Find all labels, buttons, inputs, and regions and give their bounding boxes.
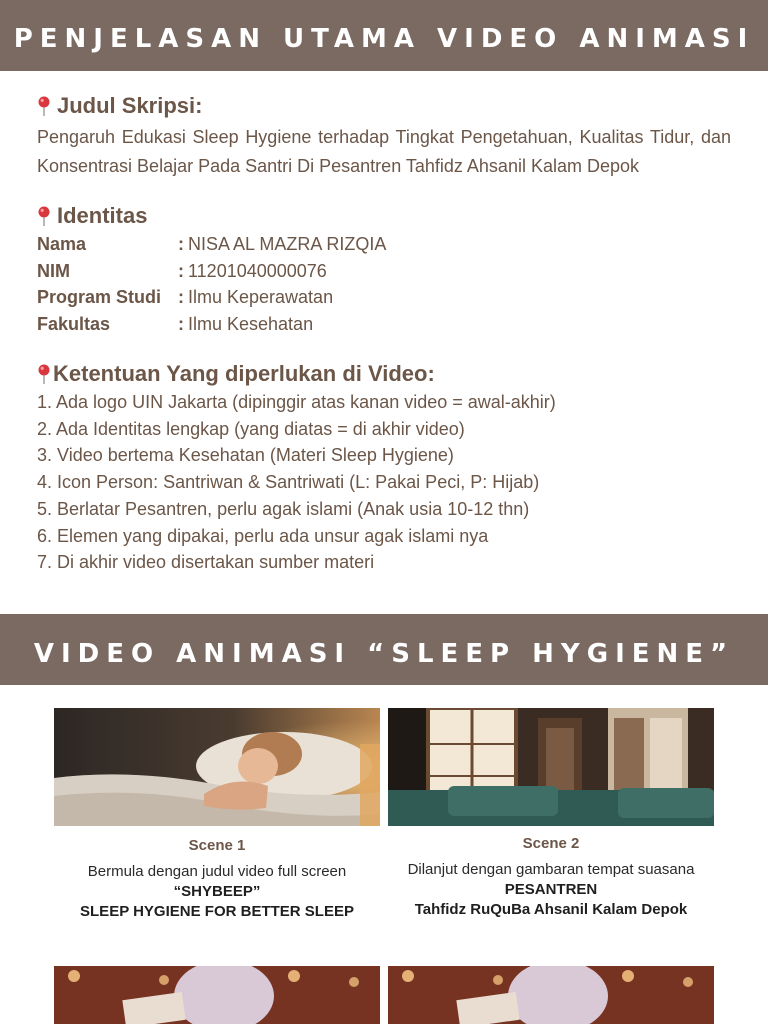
judul-heading bbox=[37, 93, 731, 119]
identitas-label: Fakultas bbox=[37, 313, 111, 334]
identitas-value: Ilmu Kesehatan bbox=[188, 313, 314, 334]
scene-highlight: SLEEP HYGIENE FOR BETTER SLEEP bbox=[80, 903, 354, 920]
identitas-colon: : bbox=[178, 260, 184, 281]
ketentuan-item: 1. Ada logo UIN Jakarta (dipinggir atas kanan video = awal-akhir) bbox=[37, 392, 556, 412]
identitas-label: NIM bbox=[37, 260, 70, 281]
scene-highlight: PESANTREN bbox=[504, 881, 598, 898]
scene-highlight: Tahfidz RuQuBa Ahsanil Kalam Depok bbox=[414, 901, 688, 918]
ketentuan-item: 3. Video bertema Kesehatan (Materi Sleep Hygiene) bbox=[37, 445, 454, 466]
identitas-value: 11201040000076 bbox=[188, 260, 327, 281]
identitas-value: NISA AL MAZRA RIZQIA bbox=[188, 234, 387, 254]
scene-title: Scene 2 bbox=[522, 835, 580, 852]
identitas-colon: : bbox=[178, 313, 184, 334]
scene-description: Bermula dengan judul video full screen bbox=[87, 863, 347, 880]
ketentuan-list bbox=[37, 389, 731, 576]
scene-2-image bbox=[388, 708, 714, 826]
scene-3-image bbox=[54, 966, 380, 1024]
main-title: PENJELASAN UTAMA VIDEO ANIMASI SKRIPSI bbox=[13, 24, 755, 132]
video-banner-title: VIDEO ANIMASI “SLEEP HYGIENE” bbox=[33, 639, 735, 669]
scene-title: Scene 1 bbox=[188, 837, 246, 854]
scene-highlight: “SHYBEEP” bbox=[173, 883, 261, 900]
identitas-section bbox=[37, 203, 731, 337]
identitas-row-nim bbox=[37, 258, 731, 285]
ketentuan-heading-label: Ketentuan Yang diperlukan di Video: bbox=[53, 361, 435, 386]
identitas-colon: : bbox=[178, 234, 184, 254]
identitas-heading-label: Identitas bbox=[57, 203, 148, 228]
identitas-row-fakultas bbox=[37, 311, 731, 338]
identitas-value: Ilmu Keperawatan bbox=[188, 287, 334, 307]
identitas-heading bbox=[37, 203, 731, 229]
ketentuan-item: 4. Icon Person: Santriwan & Santriwati (L: Pakai Peci, P: Hijab) bbox=[37, 472, 540, 493]
ketentuan-heading bbox=[37, 361, 731, 387]
identitas-colon: : bbox=[178, 287, 184, 307]
judul-heading-label: Judul Skripsi: bbox=[57, 93, 203, 118]
identitas-list bbox=[37, 231, 731, 337]
identitas-label: Nama bbox=[37, 234, 87, 254]
pin-icon bbox=[37, 96, 51, 116]
scene-description: Dilanjut dengan gambaran tempat suasana bbox=[407, 861, 695, 878]
scene-4-image bbox=[388, 966, 714, 1024]
judul-text: Pengaruh Edukasi Sleep Hygiene terhadap Tingkat Pengetahuan, Kualitas Tidur, dan Konsentrasi Belajar Pada Santri Di Pesantren Tahfidz Ahsanil Kalam Depok bbox=[37, 127, 731, 176]
ketentuan-item: 6. Elemen yang dipakai, perlu ada unsur agak islami nya bbox=[37, 525, 489, 546]
pin-icon bbox=[37, 206, 51, 226]
ketentuan-item: 7. Di akhir video disertakan sumber materi bbox=[37, 552, 375, 573]
identitas-row-prodi bbox=[37, 284, 731, 311]
identitas-label: Program Studi bbox=[37, 287, 162, 307]
scene-2-caption bbox=[388, 834, 714, 920]
scene-1-caption bbox=[54, 836, 380, 922]
judul-section bbox=[37, 93, 731, 181]
ketentuan-section bbox=[37, 361, 731, 576]
identitas-row-nama bbox=[37, 231, 731, 258]
video-banner bbox=[0, 614, 768, 685]
pin-icon bbox=[37, 364, 51, 384]
ketentuan-item: 5. Berlatar Pesantren, perlu agak islami (Anak usia 10-12 thn) bbox=[37, 498, 530, 519]
ketentuan-item: 2. Ada Identitas lengkap (yang diatas = di akhir video) bbox=[37, 418, 465, 439]
scene-1-image bbox=[54, 708, 380, 826]
